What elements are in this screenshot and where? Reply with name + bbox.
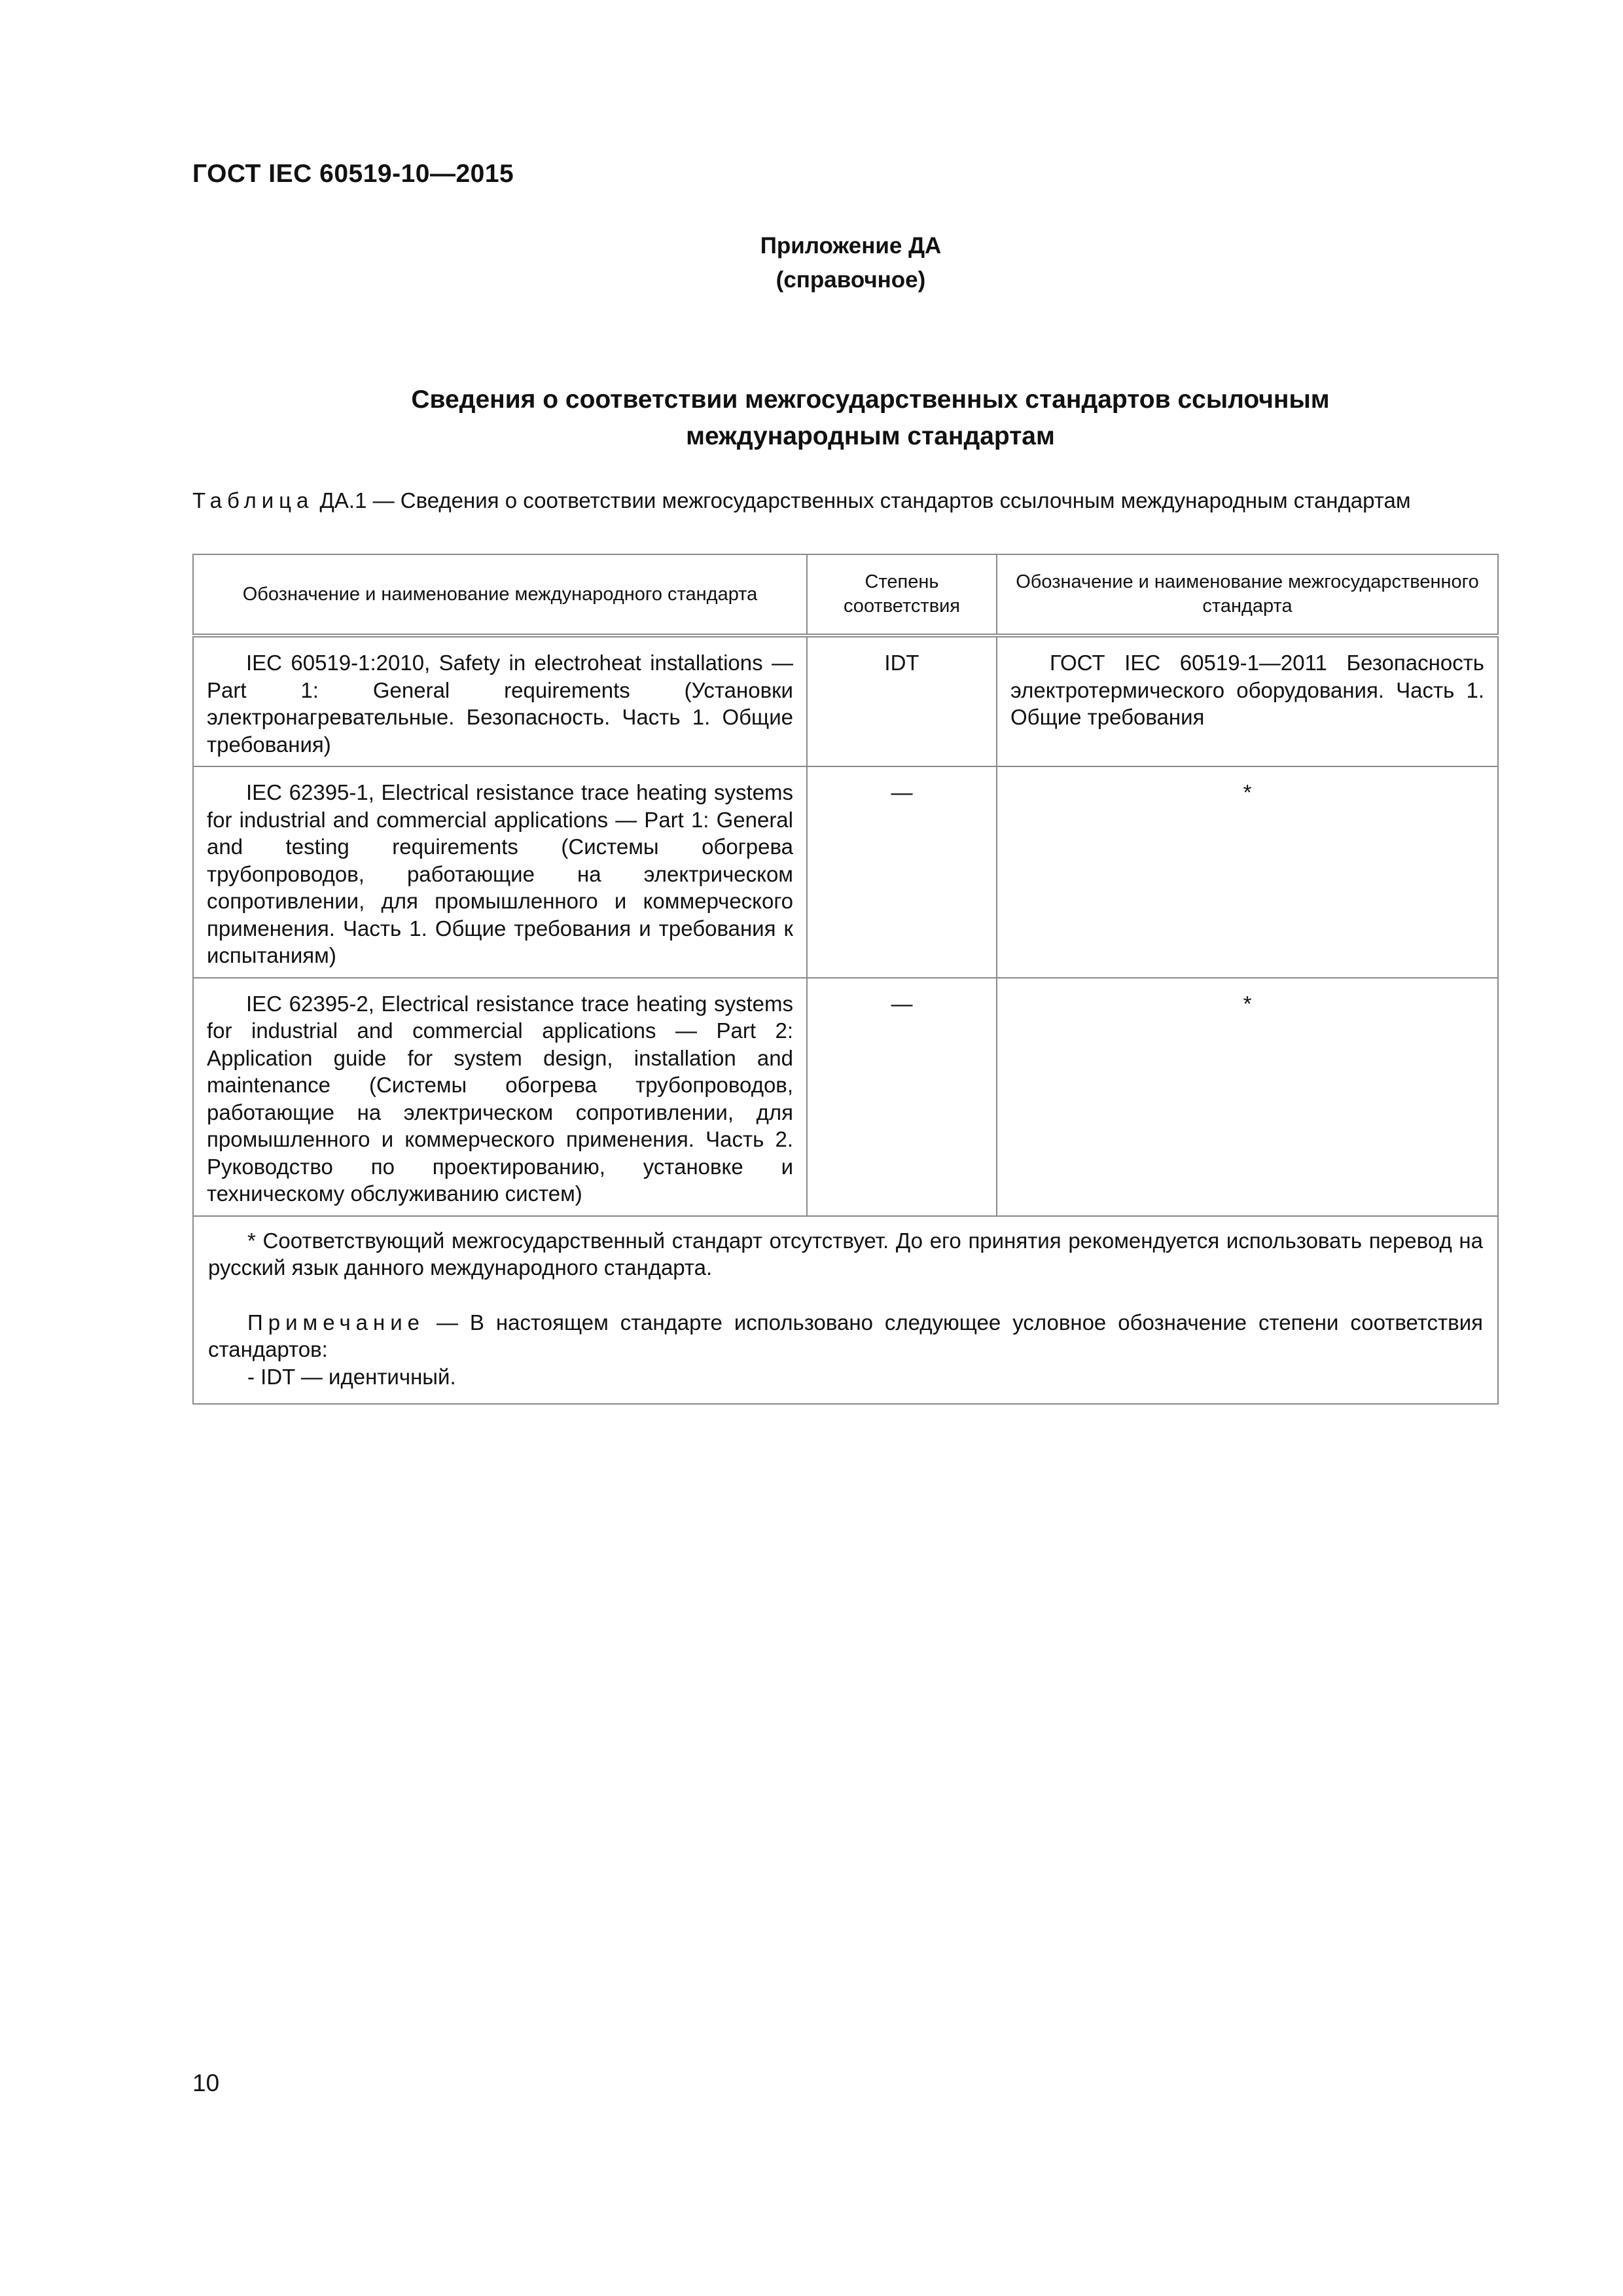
- table-footer-cell: [193, 1216, 1498, 1405]
- interstate-standard-cell: [997, 636, 1498, 766]
- table-note: [208, 1309, 1483, 1363]
- note-list-item: - IDT — идентичный.: [247, 1364, 456, 1389]
- section-title-line-1: Сведения о соответствии межгосударственных стандартов ссылочным: [411, 386, 1330, 414]
- section-title-line-2: международным стандартам: [686, 422, 1055, 450]
- degree-cell: —: [807, 766, 997, 978]
- interstate-standard-text: ГОСТ IEC 60519-1—2011 Безопасность электротермического оборудования. Часть 1. Общие требования: [1010, 651, 1484, 729]
- interstate-standard-cell: *: [997, 978, 1498, 1216]
- note-text: — В настоящем стандарте использовано следующее условное обозначение степени соответствия стандартов:: [208, 1310, 1483, 1361]
- header-international-standard: Обозначение и наименование международного стандарта: [193, 554, 807, 636]
- page-number: 10: [192, 2070, 220, 2096]
- section-title: [275, 382, 1466, 455]
- international-standard-text: IEC 60519-1:2010, Safety in electroheat installations — Part 1: General requirements (Установки электронагревательные. Безопасность. Часть 1. Общие требования): [207, 651, 793, 757]
- appendix-title: Приложение ДА: [760, 233, 942, 259]
- note-label: Примечание: [247, 1310, 425, 1335]
- table-footnote: * Соответствующий межгосударственный стандарт отсутствует. До его принятия рекомендуется использовать перевод на русский язык данного международного стандарта.: [208, 1228, 1483, 1280]
- table-footer-row: [193, 1216, 1498, 1405]
- appendix-subtitle: (справочное): [776, 267, 926, 293]
- table-row: [193, 766, 1498, 978]
- degree-cell: IDT: [807, 636, 997, 766]
- document-designation: ГОСТ IEC 60519-10—2015: [192, 160, 514, 188]
- table-row: [193, 636, 1498, 766]
- international-standard-text: IEC 62395-1, Electrical resistance trace heating systems for industrial and commercial applications — Part 1: General and testing requirements (Системы обогрева трубопроводов, работающие на электрическом сопротивлении, для промышленного и коммерческого применения. Часть 1. Общие требования и требования к испытаниям): [207, 780, 793, 967]
- international-standard-cell: [193, 766, 807, 978]
- table-caption-label: Таблица: [192, 488, 314, 512]
- degree-cell: —: [807, 978, 997, 1216]
- international-standard-cell: [193, 978, 807, 1216]
- table-header-row: [193, 554, 1498, 636]
- table-row: [193, 978, 1498, 1216]
- table-caption-text: ДА.1 — Сведения о соответствии межгосударственных стандартов ссылочным международным стандартам: [313, 488, 1411, 512]
- interstate-standard-cell: *: [997, 766, 1498, 978]
- header-degree-of-correspondence: Степень соответствия: [807, 554, 997, 636]
- header-interstate-standard: Обозначение и наименование межгосударственного стандарта: [997, 554, 1498, 636]
- standards-correspondence-table: [192, 554, 1499, 1405]
- table-caption: [192, 487, 1497, 514]
- international-standard-text: IEC 62395-2, Electrical resistance trace heating systems for industrial and commercial applications — Part 2: Application guide for system design, installation and maintenance (Системы обогрева трубопроводов, работающие на электрическом сопротивлении, для промышленного и коммерческого применения. Часть 2. Руководство по проектированию, установке и техническому обслуживанию систем): [207, 991, 793, 1206]
- international-standard-cell: [193, 636, 807, 766]
